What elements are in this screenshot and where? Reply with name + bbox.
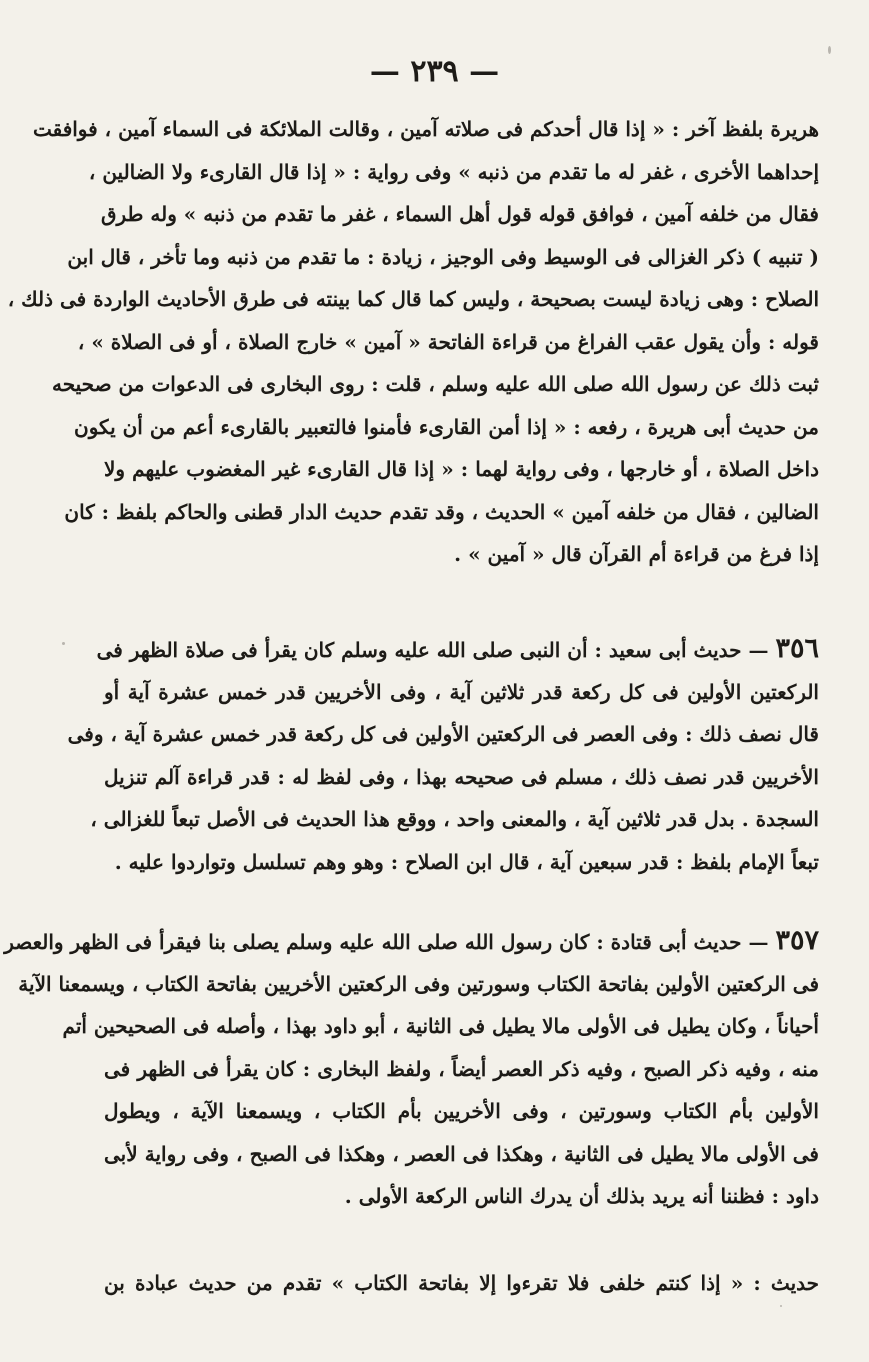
text-line: قال نصف ذلك : وفى العصر فى الركعتين الأولين فى كل ركعة قدر خمس عشرة آية ، وفى [67, 722, 819, 746]
text-line: من حديث أبى هريرة ، رفعه : « إذا أمن القارىء فأمنوا فالتعبير بالقارىء أعم من أن يكون [74, 414, 819, 439]
text-line: منه ، وفيه ذكر الصبح ، وفيه ذكر العصر أيضاً ، ولفظ البخارى : كان يقرأ فى الظهر فى [104, 1056, 819, 1081]
text-line: الأولين بأم الكتاب وسورتين ، وفى الأخريين بأم الكتاب ، ويسمعنا الآية ، ويطول [104, 1099, 819, 1123]
text-line: إحداهما الأخرى ، غفر له ما تقدم من ذنبه » وفى رواية : « إذا قال القارىء ولا الضالين ، [88, 159, 819, 184]
hadith-number: ٣٥٦ [775, 633, 819, 664]
text-line: ثبت ذلك عن رسول الله صلى الله عليه وسلم ، قلت : روى البخارى فى الدعوات من صحيحه [52, 372, 819, 396]
text-line: الأخريين قدر نصف ذلك ، مسلم فى صحيحه بهذا ، وفى لفظ له : قدر قراءة آلم تنزيل [104, 764, 819, 789]
paper-speck [780, 1305, 782, 1307]
paragraph-block-1 [7, 108, 819, 576]
hadith-first-line: — حديث أبى سعيد : أن النبى صلى الله عليه وسلم كان يقرأ فى صلاة الظهر فى [96, 638, 769, 662]
hadith-number: ٣٥٧ [775, 925, 819, 956]
text-line: فقال من خلفه آمين ، فوافق قوله قول أهل السماء ، غفر ما تقدم من ذنبه » وله طرق [100, 202, 819, 226]
text-line: ( تنبيه ) ذكر الغزالى فى الوسيط وفى الوجيز ، زيادة : ما تقدم من ذنبه وما تأخر ، قال ابن [67, 244, 819, 269]
text-line: حديث : « إذا كنتم خلفى فلا تقرءوا إلا بفاتحة الكتاب » تقدم من حديث عبادة بن [104, 1271, 819, 1295]
hadith-entry-356 [67, 628, 819, 883]
paragraph-block-4 [104, 1262, 819, 1305]
text-line: قوله : وأن يقول عقب الفراغ من قراءة الفاتحة « آمين » خارج الصلاة ، أو فى الصلاة » ، [77, 329, 819, 354]
text-line: الركعتين الأولين فى كل ركعة قدر ثلاثين آية ، وفى الأخريين قدر خمس عشرة آية أو [104, 679, 819, 704]
text-line: تبعاً الإمام بلفظ : قدر سبعين آية ، قال ابن الصلاح : وهو وهم تسلسل وتواردوا عليه . [114, 849, 819, 874]
text-line: السجدة . بدل قدر ثلاثين آية ، والمعنى واحد ، ووقع هذا الحديث فى الأصل تبعاً للغزالى ، [90, 807, 819, 831]
hadith-entry-357 [4, 920, 819, 1218]
text-line: داخل الصلاة ، أو خارجها ، وفى رواية لهما : « إذا قال القارىء غير المغضوب عليهم ولا [104, 457, 819, 481]
text-line: الضالين ، فقال من خلفه آمين » الحديث ، وقد تقدم حديث الدار قطنى والحاكم بلفظ : كان [64, 499, 819, 524]
text-line [96, 628, 819, 671]
text-line: أحياناً ، وكان يطيل فى الأولى مالا يطيل فى الثانية ، أبو داود بهذا ، وأصله فى الصحيحين أتم [62, 1014, 819, 1038]
text-line: فى الأولى مالا يطيل فى الثانية ، وهكذا فى العصر ، وهكذا فى الصبح ، وفى رواية لأبى [104, 1141, 819, 1166]
text-line: هريرة بلفظ آخر : « إذا قال أحدكم فى صلاته آمين ، وقالت الملائكة فى السماء آمين ، فوافقت [32, 117, 819, 141]
paper-speck [62, 642, 65, 645]
text-line: إذا فرغ من قراءة أم القرآن قال « آمين » . [454, 542, 819, 566]
text-line: فى الركعتين الأولين بفاتحة الكتاب وسورتين وفى الركعتين الأخريين بفاتحة الكتاب ، ويسمعنا الآية [18, 971, 819, 996]
paper-speck [828, 46, 831, 54]
text-line: الصلاح : وهى زيادة ليست بصحيحة ، وليس كما قال كما بينته فى طرق الأحاديث الواردة فى ذلك ، [7, 287, 819, 311]
text-line: داود : فظننا أنه يريد بذلك أن يدرك الناس الركعة الأولى . [344, 1184, 819, 1208]
text-line [4, 920, 819, 963]
page-number: — ٢٣٩ — [369, 54, 500, 89]
hadith-first-line: — حديث أبى قتادة : كان رسول الله صلى الله عليه وسلم يصلى بنا فيقرأ فى الظهر والعصر [4, 930, 769, 954]
